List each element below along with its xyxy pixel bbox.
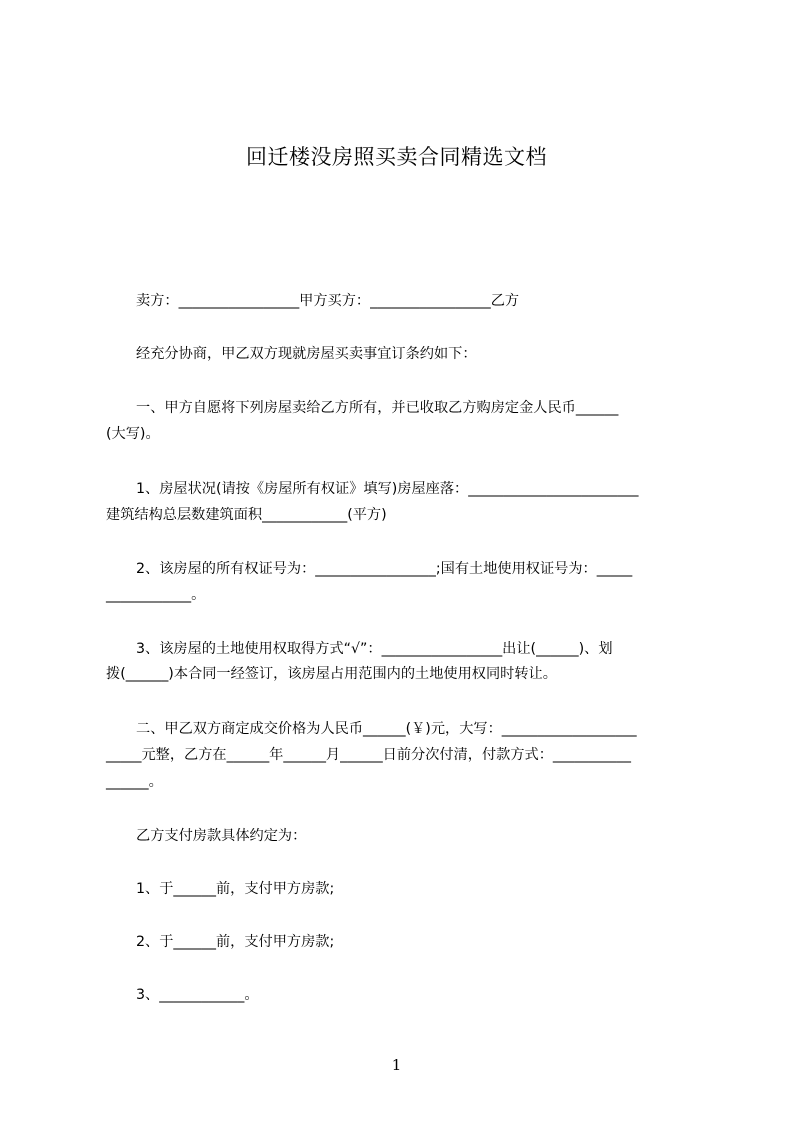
clause-2-line-2: _____元整，乙方在______年______月______日前分次付清，付款方式：___________ (106, 747, 631, 763)
item-3-line-2: 拨(______)本合同一经签订，该房屋占用范围内的土地使用权同时转让。 (106, 666, 557, 682)
payment-term-1: 1、于______前，支付甲方房款; (136, 881, 335, 897)
parties-line: 卖方：_________________甲方买方：_________________乙方 (136, 293, 520, 309)
item-1-line-1: 1、房屋状况(请按《房屋所有权证》填写)房屋座落：________________________ (136, 481, 639, 497)
agreement-intro: 经充分协商，甲乙双方现就房屋买卖事宜订条约如下： (136, 346, 477, 362)
clause-2-line-1: 二、甲乙双方商定成交价格为人民币______(￥)元，大写：___________________ (136, 721, 637, 737)
document-title: 回迁楼没房照买卖合同精选文档 (246, 145, 547, 169)
clause-1-line-2: (大写)。 (106, 426, 160, 442)
payment-term-3: 3、____________。 (136, 987, 259, 1003)
payment-terms-heading: 乙方支付房款具体约定为： (136, 828, 307, 844)
clause-2-line-3: ______。 (106, 774, 163, 790)
clause-1-line-1: 一、甲方自愿将下列房屋卖给乙方所有，并已收取乙方购房定金人民币______ (136, 400, 619, 416)
item-3-line-1: 3、该房屋的土地使用权取得方式“√”：_________________出让(______)、划 (136, 641, 613, 657)
payment-term-2: 2、于______前，支付甲方房款; (136, 934, 335, 950)
item-2-line-2: ____________。 (106, 587, 206, 603)
item-1-line-2: 建筑结构总层数建筑面积____________(平方) (106, 507, 387, 523)
page-number: 1 (391, 1056, 402, 1074)
item-2-line-1: 2、该房屋的所有权证号为：_________________;国有土地使用权证号为：_____ (136, 561, 633, 577)
